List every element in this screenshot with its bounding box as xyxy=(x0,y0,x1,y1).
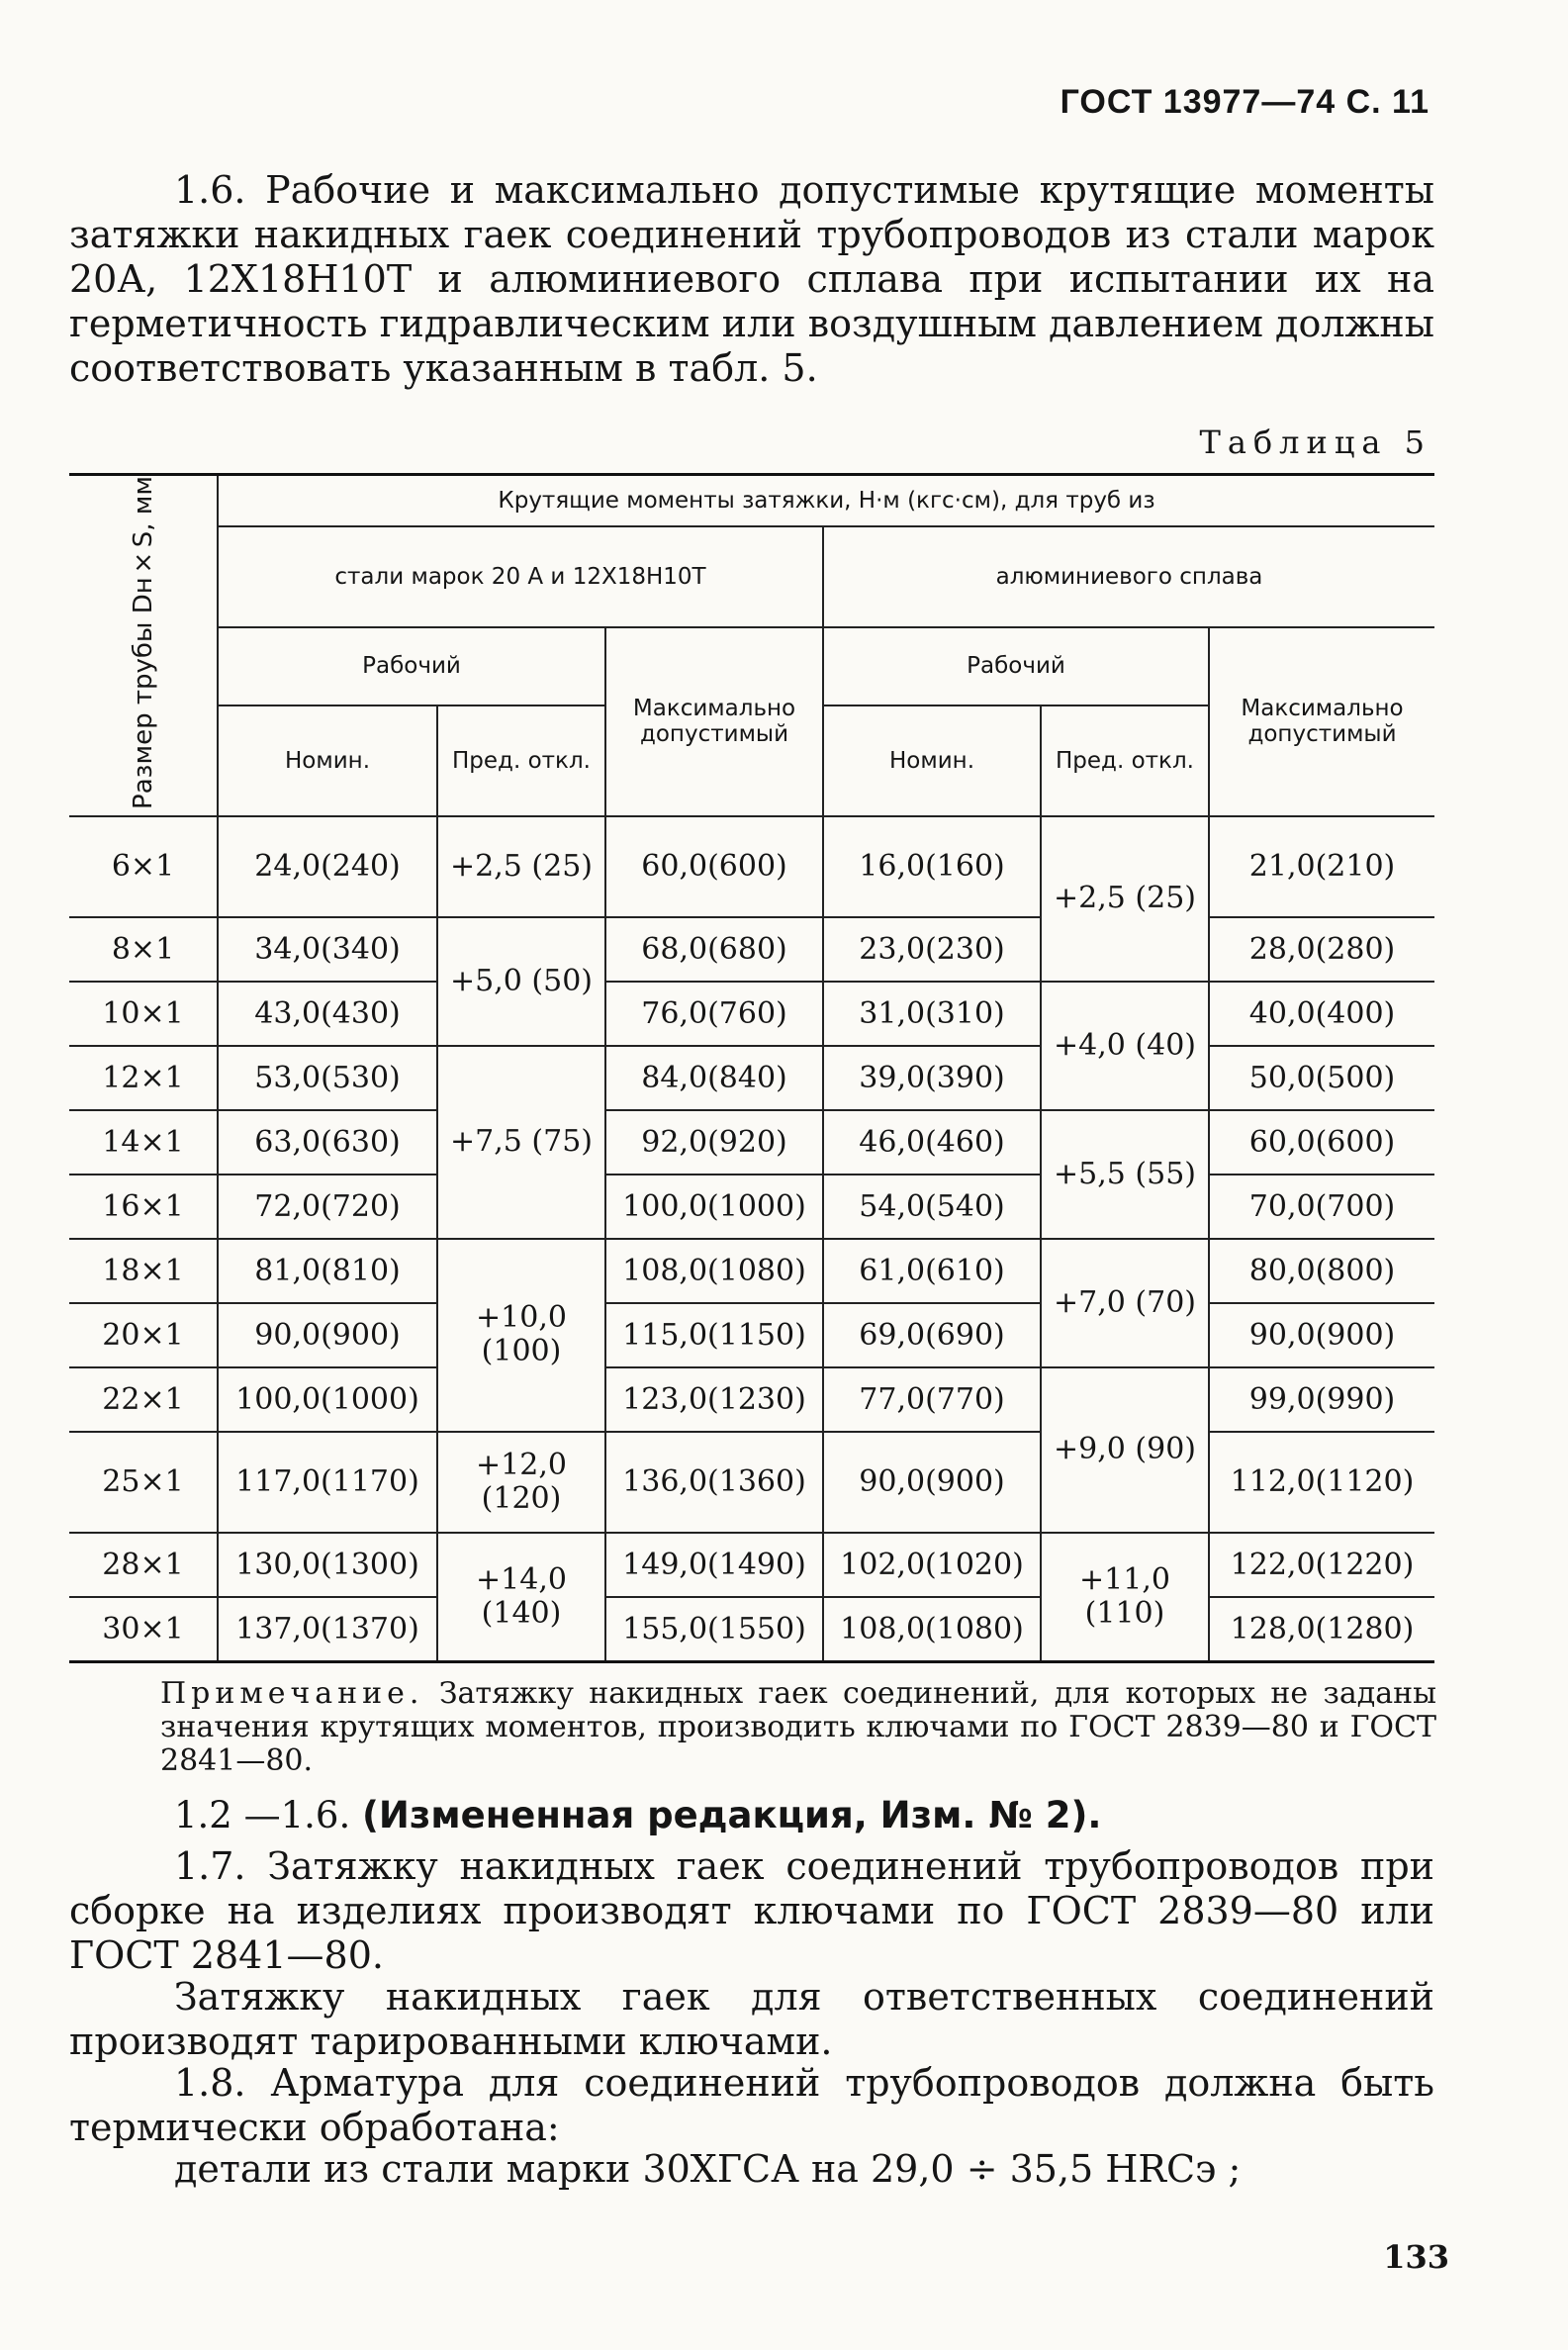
steel-nom-cell: 24,0(240) xyxy=(218,816,437,917)
size-cell: 16×1 xyxy=(69,1175,218,1239)
alu-tol-cell: +5,5 (55) xyxy=(1041,1110,1209,1239)
table-row xyxy=(69,1432,1434,1533)
steel-tol-header: Пред. откл. xyxy=(437,705,605,816)
alu-max-cell: 128,0(1280) xyxy=(1209,1597,1434,1662)
size-cell: 10×1 xyxy=(69,982,218,1046)
size-cell: 8×1 xyxy=(69,917,218,982)
steel-max-cell: 100,0(1000) xyxy=(605,1175,823,1239)
paragraph-1-8: 1.8. Арматура для соединений трубопроводов должна быть термически обработана: xyxy=(69,2061,1434,2149)
page-number: 133 xyxy=(1383,2238,1449,2276)
steel-max-cell: 60,0(600) xyxy=(605,816,823,917)
alu-nom-cell: 39,0(390) xyxy=(823,1046,1041,1110)
paragraph-1-7-b: Затяжку накидных гаек для ответственных соединений производят тарированными ключами. xyxy=(69,1975,1434,2063)
paragraph-1-6: 1.6. Рабочие и максимально допустимые крутящие моменты затяжки накидных гаек соединений трубопроводов из стали марок 20А, 12Х18Н10Т и алюминиевого сплава при испытании их на герметичность гидравлическим или воздушным давлением должны соответствовать указанным в табл. 5. xyxy=(69,168,1434,390)
alu-max-cell: 99,0(990) xyxy=(1209,1367,1434,1432)
steel-max-cell: 149,0(1490) xyxy=(605,1533,823,1597)
size-cell: 28×1 xyxy=(69,1533,218,1597)
steel-nom-cell: 137,0(1370) xyxy=(218,1597,437,1662)
alu-nom-cell: 102,0(1020) xyxy=(823,1533,1041,1597)
alu-nom-header: Номин. xyxy=(823,705,1041,816)
table-row xyxy=(69,1367,1434,1432)
paragraph-1-7: 1.7. Затяжку накидных гаек соединений трубопроводов при сборке на изделиях производят ключами по ГОСТ 2839—80 или ГОСТ 2841—80. xyxy=(69,1844,1434,1977)
steel-max-cell: 136,0(1360) xyxy=(605,1432,823,1533)
size-cell: 14×1 xyxy=(69,1110,218,1175)
alu-nom-cell: 16,0(160) xyxy=(823,816,1041,917)
table-row xyxy=(69,1110,1434,1175)
steel-tol-cell: +7,5 (75) xyxy=(437,1046,605,1239)
alu-max-cell: 60,0(600) xyxy=(1209,1110,1434,1175)
alu-max-cell: 28,0(280) xyxy=(1209,917,1434,982)
alu-max-cell: 21,0(210) xyxy=(1209,816,1434,917)
alu-max-cell: 80,0(800) xyxy=(1209,1239,1434,1303)
alu-max-cell: 90,0(900) xyxy=(1209,1303,1434,1367)
alu-max-cell: 40,0(400) xyxy=(1209,982,1434,1046)
table-row xyxy=(69,982,1434,1046)
table-row xyxy=(69,1533,1434,1597)
alu-nom-cell: 77,0(770) xyxy=(823,1367,1041,1432)
steel-max-cell: 108,0(1080) xyxy=(605,1239,823,1303)
alu-max-cell: 70,0(700) xyxy=(1209,1175,1434,1239)
steel-tol-cell: +14,0 (140) xyxy=(437,1533,605,1662)
size-cell: 25×1 xyxy=(69,1432,218,1533)
size-cell: 30×1 xyxy=(69,1597,218,1662)
table-note xyxy=(160,1677,1436,1778)
alu-tol-cell: +7,0 (70) xyxy=(1041,1239,1209,1367)
steel-max-cell: 92,0(920) xyxy=(605,1110,823,1175)
size-header: Размер трубы Dн×S, мм xyxy=(69,475,218,816)
steel-nom-cell: 63,0(630) xyxy=(218,1110,437,1175)
steel-nom-cell: 90,0(900) xyxy=(218,1303,437,1367)
running-header: ГОСТ 13977—74 С. 11 xyxy=(1060,83,1430,121)
alu-nom-cell: 54,0(540) xyxy=(823,1175,1041,1239)
alu-tol-cell: +2,5 (25) xyxy=(1041,816,1209,982)
steel-header: стали марок 20 А и 12Х18Н10Т xyxy=(218,526,823,627)
steel-nom-cell: 81,0(810) xyxy=(218,1239,437,1303)
alu-nom-cell: 23,0(230) xyxy=(823,917,1041,982)
alu-tol-header: Пред. откл. xyxy=(1041,705,1209,816)
alu-tol-cell: +4,0 (40) xyxy=(1041,982,1209,1110)
steel-nom-header: Номин. xyxy=(218,705,437,816)
table-row xyxy=(69,816,1434,917)
table-row xyxy=(69,1239,1434,1303)
alu-nom-cell: 61,0(610) xyxy=(823,1239,1041,1303)
alu-tol-cell: +11,0 (110) xyxy=(1041,1533,1209,1662)
steel-max-cell: 68,0(680) xyxy=(605,917,823,982)
size-cell: 18×1 xyxy=(69,1239,218,1303)
table-row xyxy=(69,1046,1434,1110)
steel-nom-cell: 130,0(1300) xyxy=(218,1533,437,1597)
steel-nom-cell: 100,0(1000) xyxy=(218,1367,437,1432)
steel-max-header: Максимально допустимый xyxy=(605,627,823,816)
alu-max-cell: 50,0(500) xyxy=(1209,1046,1434,1110)
steel-max-cell: 115,0(1150) xyxy=(605,1303,823,1367)
steel-tol-cell: +2,5 (25) xyxy=(437,816,605,917)
alu-nom-cell: 31,0(310) xyxy=(823,982,1041,1046)
steel-tol-cell: +10,0 (100) xyxy=(437,1239,605,1432)
steel-working-header: Рабочий xyxy=(218,627,605,705)
size-cell: 6×1 xyxy=(69,816,218,917)
note-text: Затяжку накидных гаек соединений, для которых не заданы значения крутящих моментов, производить ключами по ГОСТ 2839—80 и ГОСТ 2841—80. xyxy=(160,1676,1436,1778)
amendment-line xyxy=(69,1793,1434,1837)
size-cell: 20×1 xyxy=(69,1303,218,1367)
steel-nom-cell: 117,0(1170) xyxy=(218,1432,437,1533)
torque-header: Крутящие моменты затяжки, Н·м (кгс·см), для труб из xyxy=(218,475,1434,527)
table-row xyxy=(69,917,1434,982)
table-row xyxy=(69,1175,1434,1239)
alu-tol-cell: +9,0 (90) xyxy=(1041,1367,1209,1533)
steel-max-cell: 76,0(760) xyxy=(605,982,823,1046)
steel-max-cell: 123,0(1230) xyxy=(605,1367,823,1432)
torque-table xyxy=(69,473,1434,1663)
alu-working-header: Рабочий xyxy=(823,627,1209,705)
amendment-range: 1.2 —1.6. xyxy=(174,1794,351,1836)
alu-nom-cell: 90,0(900) xyxy=(823,1432,1041,1533)
steel-nom-cell: 72,0(720) xyxy=(218,1175,437,1239)
steel-tol-cell: +12,0 (120) xyxy=(437,1432,605,1533)
steel-max-cell: 155,0(1550) xyxy=(605,1597,823,1662)
steel-tol-cell: +5,0 (50) xyxy=(437,917,605,1046)
size-cell: 12×1 xyxy=(69,1046,218,1110)
steel-nom-cell: 53,0(530) xyxy=(218,1046,437,1110)
amendment-text: (Измененная редакция, Изм. № 2). xyxy=(361,1794,1102,1836)
table-row xyxy=(69,1303,1434,1367)
paragraph-1-8-a: детали из стали марки 30ХГСА на 29,0 ÷ 35,5 HRCэ ; xyxy=(174,2147,1242,2191)
steel-nom-cell: 34,0(340) xyxy=(218,917,437,982)
table-title: Таблица 5 xyxy=(1199,423,1431,461)
size-cell: 22×1 xyxy=(69,1367,218,1432)
note-label: Примечание. xyxy=(160,1676,424,1711)
alu-nom-cell: 46,0(460) xyxy=(823,1110,1041,1175)
alu-max-cell: 112,0(1120) xyxy=(1209,1432,1434,1533)
table-row xyxy=(69,1597,1434,1662)
alu-nom-cell: 69,0(690) xyxy=(823,1303,1041,1367)
steel-max-cell: 84,0(840) xyxy=(605,1046,823,1110)
alu-max-cell: 122,0(1220) xyxy=(1209,1533,1434,1597)
alu-nom-cell: 108,0(1080) xyxy=(823,1597,1041,1662)
alu-max-header: Максимально допустимый xyxy=(1209,627,1434,816)
steel-nom-cell: 43,0(430) xyxy=(218,982,437,1046)
alu-header: алюминиевого сплава xyxy=(823,526,1434,627)
